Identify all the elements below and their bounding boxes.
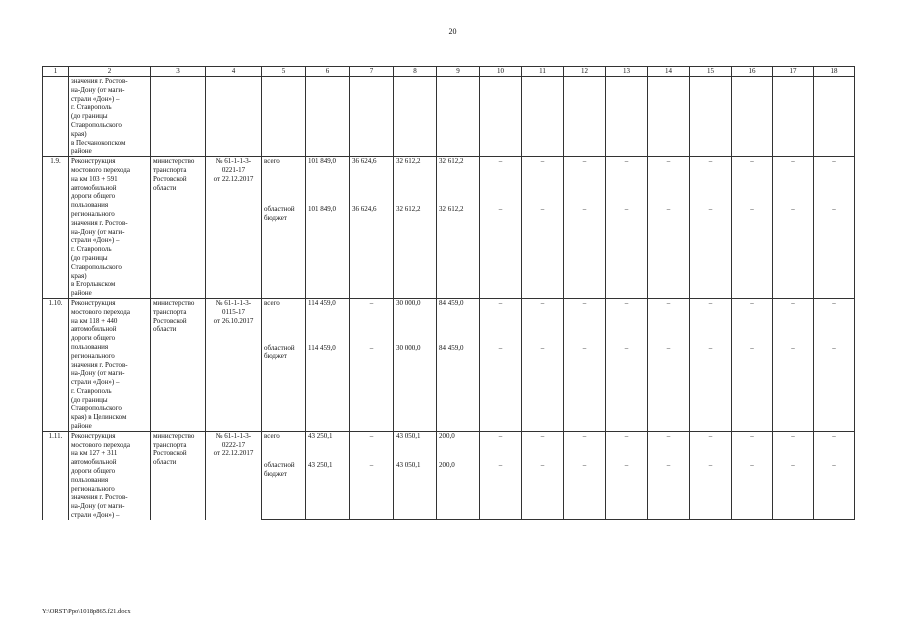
- amount-col-12: –: [564, 431, 606, 461]
- amount-col-11: –: [522, 431, 564, 461]
- description-line: края): [71, 129, 87, 138]
- description-line: страли «Дон») –: [71, 94, 120, 103]
- amount-col-10: –: [480, 344, 522, 432]
- document-line: 0115-17: [221, 307, 246, 316]
- amount-col-10: –: [480, 431, 522, 461]
- amount-col-16: –: [732, 344, 773, 432]
- description-line: дороги общего: [71, 334, 116, 343]
- amount-col-15: –: [690, 298, 732, 343]
- document-line: 0221-17: [221, 165, 246, 174]
- amount-c6: 43 250,1: [306, 461, 350, 519]
- row-executor: [151, 431, 206, 519]
- row-executor: [151, 157, 206, 299]
- amount-col-17: –: [773, 344, 814, 432]
- amount-c7: –: [350, 461, 394, 519]
- description-line: (до границы: [71, 112, 108, 121]
- amount-col-18: –: [814, 298, 855, 343]
- row-number: 1.10.: [43, 298, 69, 431]
- description-line: края): [71, 271, 87, 280]
- investment-table: [42, 66, 855, 520]
- amount-col-12: –: [564, 461, 606, 519]
- table-row: [43, 431, 855, 461]
- document-line: № 61-1-1-3-: [215, 431, 252, 440]
- description-line: в Песчанокопском: [71, 138, 126, 147]
- description-line: пользования: [71, 475, 109, 484]
- funding-source-line: областной: [264, 343, 295, 352]
- amount-col-17: –: [773, 157, 814, 205]
- amount-col-15: –: [690, 431, 732, 461]
- amount-c7: 36 624,6: [350, 205, 394, 299]
- amount-c9: 84 459,0: [437, 298, 480, 343]
- amount-col-13: –: [606, 461, 648, 519]
- funding-source-line: всего: [264, 431, 280, 440]
- empty-cell: [814, 77, 855, 157]
- description-line: мостового перехода: [71, 165, 130, 174]
- amount-c9: 32 612,2: [437, 157, 480, 205]
- description-line: регионального: [71, 351, 115, 360]
- row-number: 1.11.: [43, 431, 69, 519]
- column-number-5: 5: [262, 67, 306, 77]
- description-line: на-Дону (от маги-: [71, 502, 125, 511]
- row-document: [206, 77, 262, 157]
- funding-source-line: областной: [264, 204, 295, 213]
- funding-source-line: всего: [264, 157, 280, 166]
- amount-col-15: –: [690, 205, 732, 299]
- amount-c8: 30 000,0: [394, 298, 437, 343]
- amount-c6: 101 849,0: [306, 205, 350, 299]
- empty-cell: [350, 77, 394, 157]
- description-line: районе: [71, 422, 92, 431]
- description-line: на км 118 + 440: [71, 316, 118, 325]
- empty-cell: [522, 77, 564, 157]
- executor-line: Ростовской: [153, 174, 187, 183]
- column-number-13: 13: [606, 67, 648, 77]
- empty-cell: [606, 77, 648, 157]
- row-number: 1.9.: [43, 157, 69, 299]
- funding-source-line: областной: [264, 461, 295, 470]
- amount-col-13: –: [606, 344, 648, 432]
- page-number: 20: [448, 27, 457, 36]
- executor-line: транспорта: [153, 440, 187, 449]
- amount-col-10: –: [480, 157, 522, 205]
- description-line: автомобильной: [71, 325, 117, 334]
- amount-c9: 200,0: [437, 431, 480, 461]
- amount-col-11: –: [522, 461, 564, 519]
- row-description: [69, 157, 151, 299]
- row-document: [206, 431, 262, 519]
- executor-line: области: [153, 325, 177, 334]
- description-line: мостового перехода: [71, 307, 130, 316]
- amount-col-15: –: [690, 461, 732, 519]
- amount-col-14: –: [648, 431, 690, 461]
- description-line: дороги общего: [71, 467, 116, 476]
- description-line: на-Дону (от маги-: [71, 227, 125, 236]
- amount-col-11: –: [522, 205, 564, 299]
- description-line: (до границы: [71, 253, 108, 262]
- amount-col-10: –: [480, 298, 522, 343]
- description-line: регионального: [71, 484, 115, 493]
- column-number-18: 18: [814, 67, 855, 77]
- column-number-12: 12: [564, 67, 606, 77]
- amount-c7: –: [350, 344, 394, 432]
- column-number-2: 2: [69, 67, 151, 77]
- column-number-1: 1: [43, 67, 69, 77]
- description-line: страли «Дон») –: [71, 378, 120, 387]
- executor-line: транспорта: [153, 165, 187, 174]
- column-number-6: 6: [306, 67, 350, 77]
- table-row: [43, 298, 855, 343]
- description-line: Ставропольского: [71, 404, 122, 413]
- amount-col-12: –: [564, 344, 606, 432]
- description-line: автомобильной: [71, 183, 117, 192]
- column-number-17: 17: [773, 67, 814, 77]
- amount-col-18: –: [814, 431, 855, 461]
- column-number-3: 3: [151, 67, 206, 77]
- description-line: г. Ставрополь: [71, 103, 112, 112]
- amount-col-12: –: [564, 298, 606, 343]
- amount-col-17: –: [773, 205, 814, 299]
- amount-col-10: –: [480, 205, 522, 299]
- description-line: страли «Дон») –: [71, 236, 120, 245]
- description-line: (до границы: [71, 395, 108, 404]
- description-line: дороги общего: [71, 192, 116, 201]
- empty-cell: [773, 77, 814, 157]
- amount-col-13: –: [606, 431, 648, 461]
- column-number-row: [43, 67, 855, 77]
- executor-line: министерство: [153, 157, 195, 166]
- amount-c9: 200,0: [437, 461, 480, 519]
- amount-c9: 84 459,0: [437, 344, 480, 432]
- description-line: Реконструкция: [71, 431, 116, 440]
- description-line: значения г. Ростов-: [71, 493, 128, 502]
- column-number-4: 4: [206, 67, 262, 77]
- executor-line: области: [153, 183, 177, 192]
- empty-cell: [262, 77, 306, 157]
- executor-line: транспорта: [153, 307, 187, 316]
- amount-col-14: –: [648, 344, 690, 432]
- amount-c6: 114 459,0: [306, 298, 350, 343]
- description-line: в Егорлыкском: [71, 280, 116, 289]
- funding-source-line: бюджет: [264, 470, 287, 479]
- description-line: Реконструкция: [71, 157, 116, 166]
- description-line: районе: [71, 147, 92, 156]
- amount-c8: 43 050,1: [394, 431, 437, 461]
- amount-col-16: –: [732, 157, 773, 205]
- amount-col-11: –: [522, 157, 564, 205]
- description-line: на-Дону (от маги-: [71, 369, 125, 378]
- amount-c6: 101 849,0: [306, 157, 350, 205]
- amount-col-13: –: [606, 205, 648, 299]
- column-number-14: 14: [648, 67, 690, 77]
- funding-source: [262, 205, 306, 299]
- row-executor: [151, 77, 206, 157]
- file-path-footer: Y:\ORST\Ppo\1018p865.f21.docx: [42, 608, 131, 615]
- amount-col-17: –: [773, 298, 814, 343]
- column-number-8: 8: [394, 67, 437, 77]
- row-executor: [151, 298, 206, 431]
- amount-c8: 43 050,1: [394, 461, 437, 519]
- amount-col-14: –: [648, 157, 690, 205]
- row-description: [69, 77, 151, 157]
- funding-source-line: бюджет: [264, 213, 287, 222]
- amount-c8: 32 612,2: [394, 205, 437, 299]
- executor-line: области: [153, 458, 177, 467]
- description-line: г. Ставрополь: [71, 386, 112, 395]
- description-line: мостового перехода: [71, 440, 130, 449]
- empty-cell: [306, 77, 350, 157]
- funding-source: [262, 298, 306, 343]
- description-line: на км 127 + 311: [71, 449, 118, 458]
- amount-c7: 36 624,6: [350, 157, 394, 205]
- column-number-16: 16: [732, 67, 773, 77]
- amount-col-18: –: [814, 344, 855, 432]
- amount-col-11: –: [522, 344, 564, 432]
- description-line: регионального: [71, 209, 115, 218]
- description-line: значения г. Ростов-: [71, 218, 128, 227]
- amount-col-14: –: [648, 205, 690, 299]
- description-line: Реконструкция: [71, 298, 116, 307]
- amount-col-16: –: [732, 431, 773, 461]
- document-line: от 26.10.2017: [213, 316, 254, 325]
- amount-col-18: –: [814, 205, 855, 299]
- amount-col-15: –: [690, 157, 732, 205]
- description-line: пользования: [71, 342, 109, 351]
- amount-c7: –: [350, 298, 394, 343]
- empty-cell: [690, 77, 732, 157]
- amount-c8: 30 000,0: [394, 344, 437, 432]
- executor-line: Ростовской: [153, 449, 187, 458]
- funding-source: [262, 431, 306, 461]
- description-line: значения г. Ростов-: [71, 360, 128, 369]
- amount-c7: –: [350, 431, 394, 461]
- amount-col-11: –: [522, 298, 564, 343]
- executor-line: министерство: [153, 431, 195, 440]
- description-line: на км 103 + 591: [71, 174, 118, 183]
- empty-cell: [648, 77, 690, 157]
- document-line: № 61-1-1-3-: [215, 298, 252, 307]
- document-line: № 61-1-1-3-: [215, 157, 252, 166]
- row-document: [206, 298, 262, 431]
- executor-line: министерство: [153, 298, 195, 307]
- description-line: значения г. Ростов-: [71, 77, 128, 85]
- description-line: на-Дону (от маги-: [71, 85, 125, 94]
- amount-col-18: –: [814, 157, 855, 205]
- amount-col-16: –: [732, 461, 773, 519]
- table-body: [43, 67, 855, 520]
- amount-c8: 32 612,2: [394, 157, 437, 205]
- amount-col-14: –: [648, 461, 690, 519]
- amount-col-14: –: [648, 298, 690, 343]
- amount-col-10: –: [480, 461, 522, 519]
- table-row: [43, 157, 855, 205]
- amount-col-17: –: [773, 461, 814, 519]
- row-number: [43, 77, 69, 157]
- funding-source-line: всего: [264, 298, 280, 307]
- amount-col-16: –: [732, 298, 773, 343]
- funding-source: [262, 157, 306, 205]
- amount-col-15: –: [690, 344, 732, 432]
- column-number-7: 7: [350, 67, 394, 77]
- description-line: Ставропольского: [71, 262, 122, 271]
- row-document: [206, 157, 262, 299]
- row-description: [69, 298, 151, 431]
- empty-cell: [437, 77, 480, 157]
- column-number-10: 10: [480, 67, 522, 77]
- funding-source-line: бюджет: [264, 352, 287, 361]
- amount-c6: 114 459,0: [306, 344, 350, 432]
- description-line: края) в Целинском: [71, 413, 127, 422]
- amount-c9: 32 612,2: [437, 205, 480, 299]
- description-line: районе: [71, 289, 92, 298]
- amount-c6: 43 250,1: [306, 431, 350, 461]
- table-row: [43, 77, 855, 157]
- row-description: [69, 431, 151, 519]
- description-line: г. Ставрополь: [71, 245, 112, 254]
- document-line: 0222-17: [221, 440, 246, 449]
- document-line: от 22.12.2017: [213, 174, 254, 183]
- amount-col-12: –: [564, 157, 606, 205]
- amount-col-16: –: [732, 205, 773, 299]
- document-line: от 22.12.2017: [213, 449, 254, 458]
- description-line: страли «Дон») –: [71, 511, 120, 520]
- empty-cell: [394, 77, 437, 157]
- amount-col-12: –: [564, 205, 606, 299]
- executor-line: Ростовской: [153, 316, 187, 325]
- funding-source: [262, 344, 306, 432]
- amount-col-18: –: [814, 461, 855, 519]
- column-number-9: 9: [437, 67, 480, 77]
- empty-cell: [480, 77, 522, 157]
- description-line: автомобильной: [71, 458, 117, 467]
- funding-source: [262, 461, 306, 519]
- column-number-15: 15: [690, 67, 732, 77]
- empty-cell: [732, 77, 773, 157]
- description-line: пользования: [71, 201, 109, 210]
- empty-cell: [564, 77, 606, 157]
- amount-col-17: –: [773, 431, 814, 461]
- column-number-11: 11: [522, 67, 564, 77]
- amount-col-13: –: [606, 298, 648, 343]
- description-line: Ставропольского: [71, 120, 122, 129]
- amount-col-13: –: [606, 157, 648, 205]
